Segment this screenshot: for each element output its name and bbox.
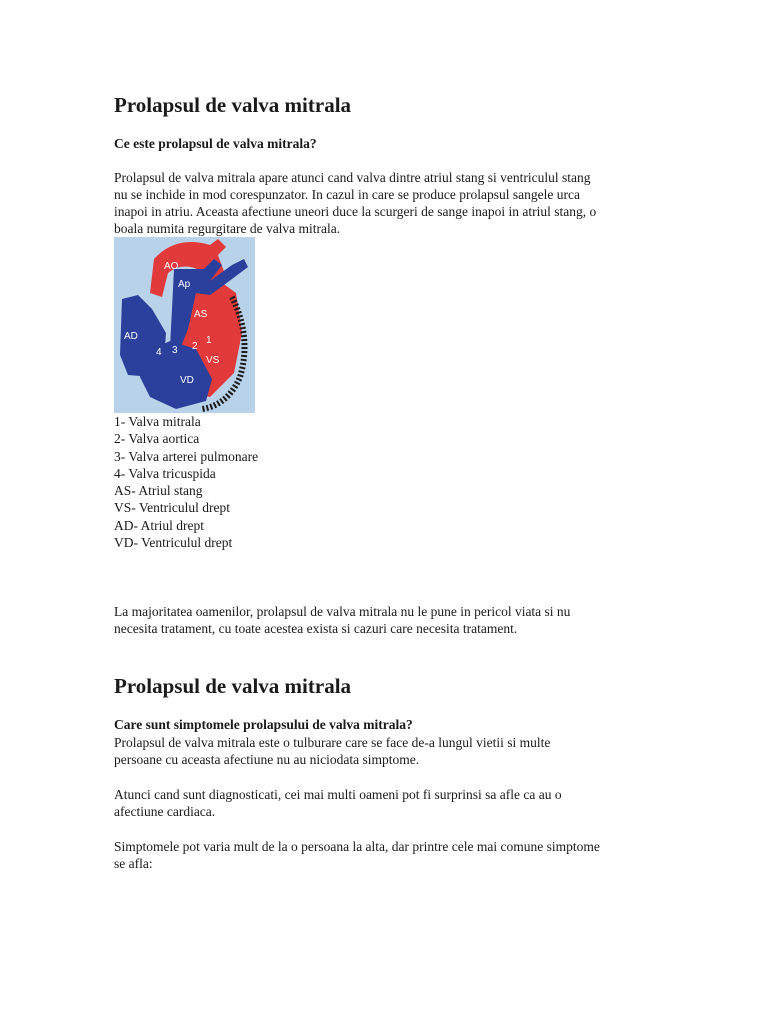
symptoms-paragraph-2 (114, 786, 674, 820)
legend-item: 4- Valva tricuspida (114, 465, 216, 481)
symptoms-line: afectiune cardiaca. (114, 804, 216, 819)
legend-item: 3- Valva arterei pulmonare (114, 448, 259, 464)
summary-paragraph (114, 603, 674, 637)
symptoms-paragraph-3 (114, 838, 674, 872)
legend-item: VS- Ventriculul drept (114, 500, 230, 516)
symptoms-line: Simptomele pot varia mult de la o persoana la alta, dar printre cele mai comune simptome (114, 839, 600, 854)
summary-line: La majoritatea oamenilor, prolapsul de valva mitrala nu le pune in pericol viata si nu (114, 604, 571, 619)
legend-item: 1- Valva mitrala (114, 414, 201, 429)
legend-item: VD- Ventriculul drept (114, 535, 233, 551)
symptoms-line: Atunci cand sunt diagnosticati, cei mai multi oameni pot fi surprinsi sa afle ca au o (114, 787, 562, 802)
label-1: 1 (206, 335, 212, 346)
section-1-question: Ce este prolapsul de valva mitrala? (114, 136, 317, 151)
label-2: 2 (192, 341, 198, 352)
label-ap: Ap (178, 279, 191, 290)
label-ad: AD (124, 331, 138, 342)
symptoms-line: Prolapsul de valva mitrala este o tulburare care se face de-a lungul vietii si multe (114, 735, 551, 750)
symptoms-line: persoane cu aceasta afectiune nu au niciodata simptome. (114, 752, 420, 767)
intro-line: nu se inchide in mod corespunzator. In cazul in care se produce prolapsul sangele urca (114, 187, 580, 202)
heart-diagram (114, 237, 255, 413)
diagram-legend (114, 413, 258, 551)
label-vd: VD (180, 375, 194, 386)
label-as: AS (194, 309, 208, 320)
section-2-title: Prolapsul de valva mitrala (114, 674, 352, 698)
symptoms-line: se afla: (114, 856, 153, 871)
section-2-question: Care sunt simptomele prolapsului de valva mitrala? (114, 717, 413, 732)
summary-line: necesita tratament, cu toate acestea exista si cazuri care necesita tratament. (114, 621, 518, 636)
intro-paragraph (114, 169, 674, 237)
intro-line: inapoi in atriu. Aceasta afectiune uneori duce la scurgeri de sange inapoi in atriul stang, o (114, 204, 597, 219)
legend-item: AD- Atriul drept (114, 517, 204, 533)
label-vs: VS (206, 355, 220, 366)
intro-line: boala numita regurgitare de valva mitrala. (114, 221, 341, 236)
label-ao: AO (164, 261, 179, 272)
label-3: 3 (172, 345, 178, 356)
label-4: 4 (156, 347, 162, 358)
intro-line: Prolapsul de valva mitrala apare atunci cand valva dintre atriul stang si ventriculul stang (114, 170, 591, 185)
section-1-title: Prolapsul de valva mitrala (114, 93, 352, 117)
legend-item: AS- Atriul stang (114, 483, 203, 499)
symptoms-paragraph-1 (114, 734, 674, 768)
legend-item: 2- Valva aortica (114, 431, 200, 447)
